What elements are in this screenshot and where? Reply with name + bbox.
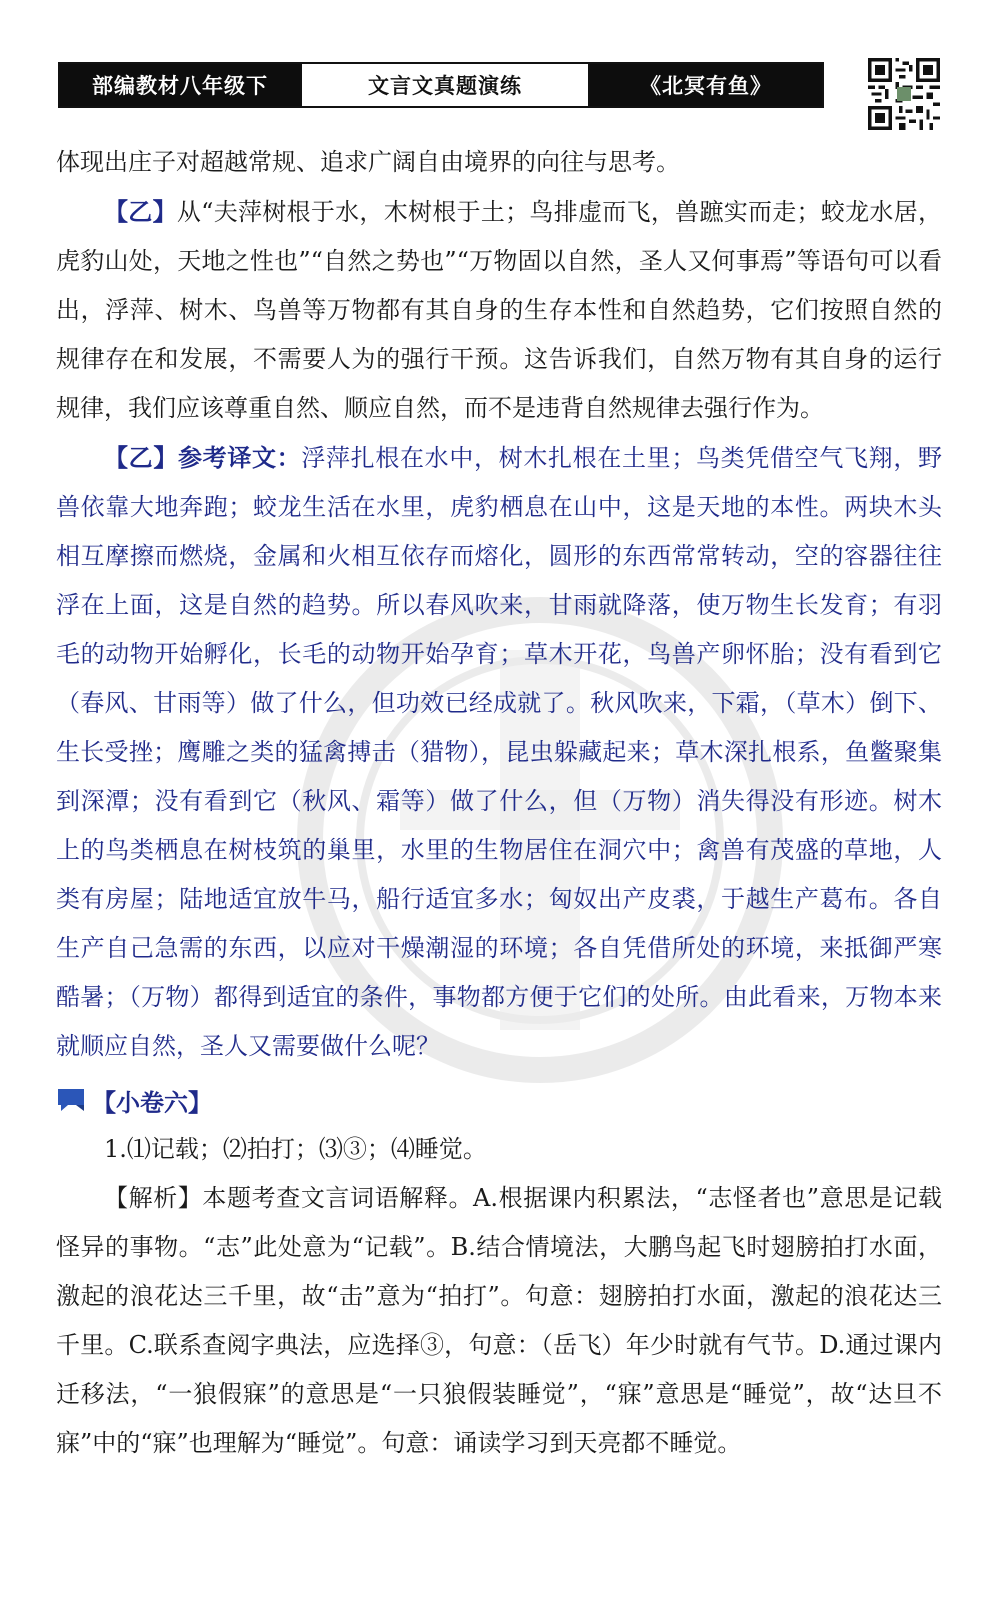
answer-q1: 1.⑴记载；⑵拍打；⑶③；⑷睡觉。 xyxy=(104,1135,487,1163)
section-title: 【小卷六】 xyxy=(92,1087,212,1117)
paragraph-analysis xyxy=(56,1174,942,1468)
section-heading xyxy=(56,1075,942,1125)
paragraph-yi-analysis xyxy=(56,187,942,433)
page-header xyxy=(58,62,824,108)
analysis-text: 本题考查文言词语解释。A.根据课内积累法，“志怪者也”意思是记载怪异的事物。“志”此处意为“记载”。B.结合情境法，大鹏鸟起飞时翅膀拍打水面，激起的浪花达三千里，故“击”意为“拍打”。句意：翅膀拍打水面，激起的浪花达三千里。C.联系查阅字典法，应选择③，句意：（岳飞）年少时就有气节。D.通过课内迁移法，“一狼假寐”的意思是“一只狼假装睡觉”，“寐”意思是“睡觉”，故“达旦不寐”中的“寐”也理解为“睡觉”。句意：诵读学习到天亮都不睡觉。 xyxy=(56,1184,943,1457)
header-lesson-title: 《北冥有鱼》 xyxy=(590,64,822,106)
qr-code-icon xyxy=(868,58,940,130)
yi-tag: 【乙】 xyxy=(104,197,177,226)
header-topic-label: 文言文真题演练 xyxy=(300,64,590,106)
analysis-tag: 【解析】 xyxy=(104,1184,203,1212)
yi-analysis-text: 从“夫萍树根于水，木树根于土；鸟排虚而飞，兽蹠实而走；蛟龙水居，虎豹山处，天地之性也”“自然之势也”“万物固以自然，圣人又何事焉”等语句可以看出，浮萍、树木、鸟兽等万物都有其自身的生存本性和自然趋势，它们按照自然的规律存在和发展，不需要人为的强行干预。这告诉我们，自然万物有其自身的运行规律，我们应该尊重自然、顺应自然，而不是违背自然规律去强行作为。 xyxy=(56,198,942,422)
chat-bubble-icon xyxy=(56,1087,86,1113)
yi-translation-tag: 【乙】参考译文： xyxy=(104,443,302,472)
yi-translation-text: 浮萍扎根在水中，树木扎根在土里；鸟类凭借空气飞翔，野兽依靠大地奔跑；蛟龙生活在水里，虎豹栖息在山中，这是天地的本性。两块木头相互摩擦而燃烧，金属和火相互依存而熔化，圆形的东西常常转动，空的容器往往浮在上面，这是自然的趋势。所以春风吹来，甘雨就降落，使万物生长发育；有羽毛的动物开始孵化，长毛的动物开始孕育；草木开花，鸟兽产卵怀胎；没有看到它（春风、甘雨等）做了什么，但功效已经成就了。秋风吹来，下霜，（草木）倒下、生长受挫；鹰雕之类的猛禽搏击（猎物），昆虫躲藏起来；草木深扎根系，鱼鳖聚集到深潭；没有看到它（秋风、霜等）做了什么，但（万物）消失得没有形迹。树木上的鸟类栖息在树枝筑的巢里，水里的生物居住在洞穴中；禽兽有茂盛的草地，人类有房屋；陆地适宜放牛马，船行适宜多水；匈奴出产皮裘，于越生产葛布。各自生产自己急需的东西，以应对干燥潮湿的环境；各自凭借所处的环境，来抵御严寒酷暑；（万物）都得到适宜的条件，事物都方便于它们的处所。由此看来，万物本来就顺应自然，圣人又需要做什么呢？ xyxy=(56,444,943,1060)
header-grade-label: 部编教材八年级下 xyxy=(60,64,300,106)
document-body xyxy=(56,138,942,1468)
paragraph-intro-tail: 体现出庄子对超越常规、追求广阔自由境界的向往与思考。 xyxy=(56,148,680,176)
paragraph-yi-translation xyxy=(56,433,942,1071)
